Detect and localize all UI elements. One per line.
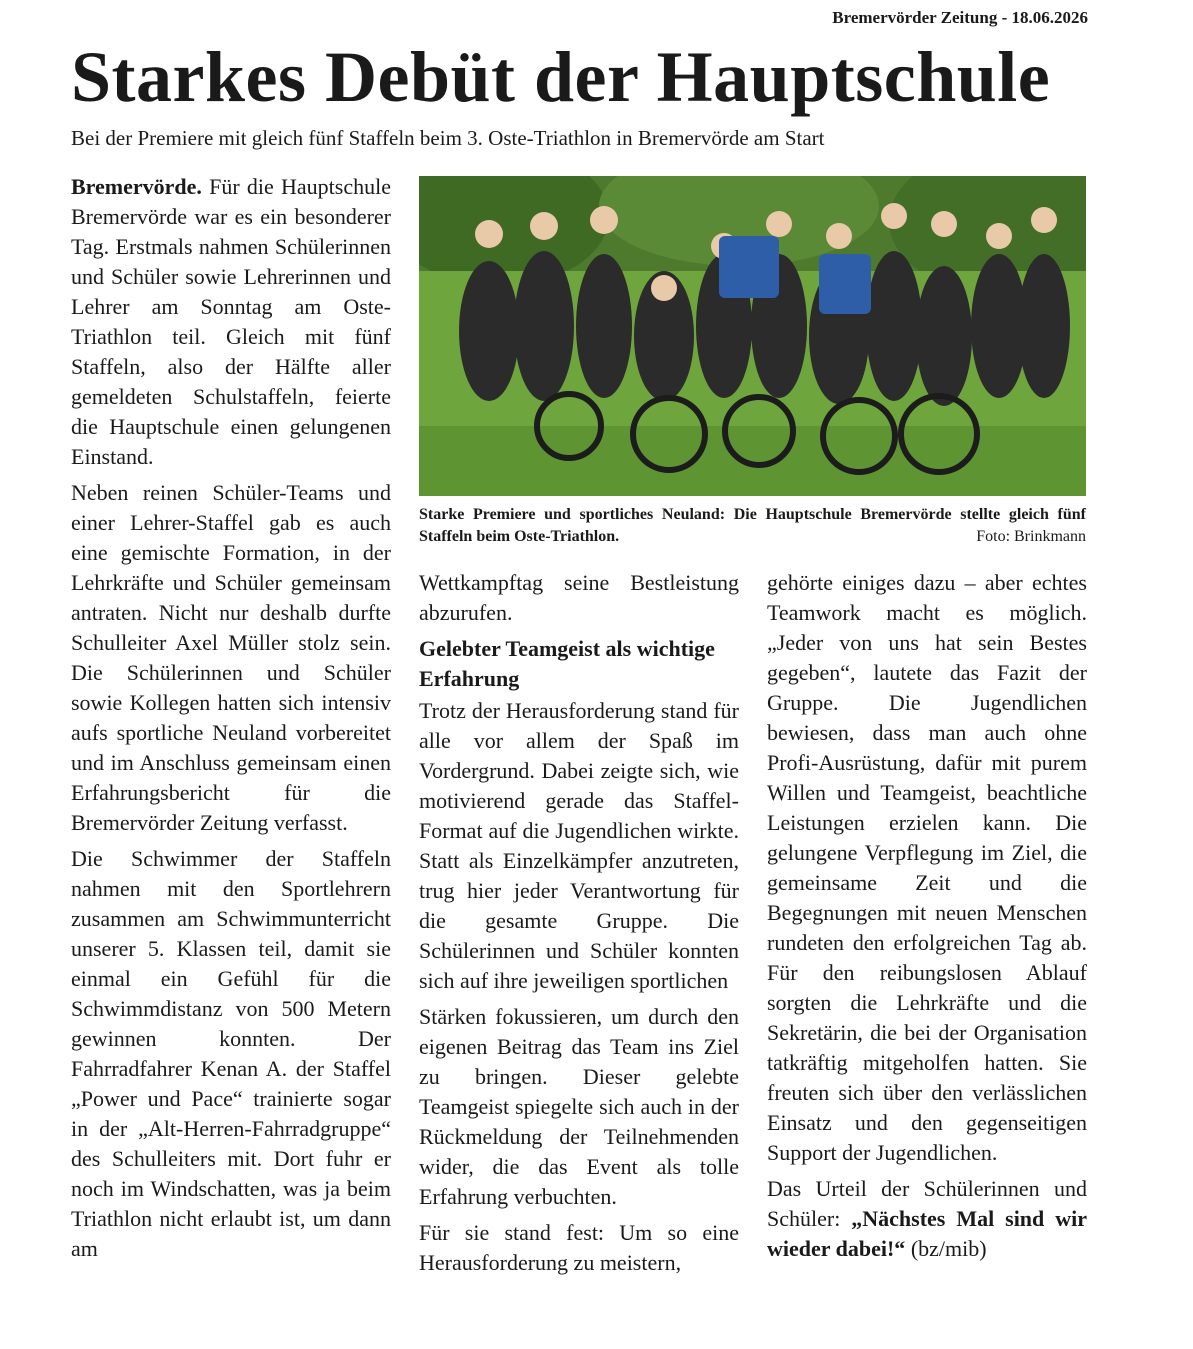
paragraph: Stärken fokussieren, um durch den eigenen Beitrag das Team ins Ziel zu bringen. Dieser gelebte Teamgeist spiegelte sich auch in der Rückmeldung der Teilnehmenden wider, die das Event als tolle Erfahrung verbuchten. xyxy=(419,1004,739,1209)
paragraph: Die Schwimmer der Staffeln nahmen mit den Sportlehrern zusammen am Schwimmunterricht unserer 5. Klassen teil, damit sie einmal ein Gefühl für die Schwimmdistanz von 500 Metern gewinnen konnten. Der Fahrradfahrer Kenan A. der Staffel „Power und Pace“ trainierte sogar in der „Alt-Herren-Fahrradgruppe“ des Schulleiters mit. Dort fuhr er noch im Windschatten, was ja beim Triathlon nicht erlaubt ist, um dann am xyxy=(71,846,391,1261)
paragraph xyxy=(767,1174,1087,1264)
paragraph-text: Für die Hauptschule Bremervörde war es ein besonderer Tag. Erstmals nahmen Schülerinnen und Schüler sowie Lehrerinnen und Lehrer am Sonntag am Oste-Triathlon teil. Gleich mit fünf Staffeln, also der Hälfte aller gemeldeten Schulstaffeln, feierte die Hauptschule einen gelungenen Einstand. xyxy=(71,174,391,469)
team-photo xyxy=(419,176,1086,496)
headline: Starkes Debüt der Hauptschule xyxy=(71,37,1051,117)
paragraph: Neben reinen Schüler-Teams und einer Lehrer-Staffel gab es auch eine gemischte Formation, in der Lehrkräfte und Schüler gemeinsam antraten. Nicht nur deshalb durfte Schulleiter Axel Müller stolz sein. Die Schülerinnen und Schüler sowie Kollegen hatten sich intensiv aufs sportliche Neuland vorbereitet und im Anschluss gemeinsam einen Erfahrungsbericht für die Bremervörder Zeitung verfasst. xyxy=(71,480,391,835)
paragraph: gehörte einiges dazu – aber echtes Teamwork macht es möglich. „Jeder von uns hat sein Bestes gegeben“, lautete das Fazit der Gruppe. Die Jugendlichen bewiesen, dass man auch ohne Profi-Ausrüstung, dafür mit purem Willen und Teamgeist, beachtliche Leistungen erzielen kann. Die gelungene Verpflegung im Ziel, die gemeinsame Zeit und die Begegnungen mit neuen Menschen rundeten den erfolgreichen Tag ab. Für den reibungslosen Ablauf sorgten die Lehrkräfte und die Sekretärin, die bei der Organisation tatkräftig mitgeholfen hatten. Sie freuten sich über den verlässlichen Einsatz und den gegenseitigen Support der Jugendlichen. xyxy=(767,570,1087,1165)
closing-quote: „Nächstes Mal sind wir wieder dabei!“ xyxy=(767,1206,1087,1261)
article-column-2 xyxy=(419,568,739,1284)
article-column-1 xyxy=(71,172,391,1270)
article-column-3 xyxy=(767,568,1087,1270)
paragraph: Wettkampftag seine Bestleistung abzurufen. xyxy=(419,570,739,625)
dateline: Bremervörde. xyxy=(71,174,202,199)
caption-text: Starke Premiere und sportliches Neuland: Die Hauptschule Bremervörde stellte gleich fünf Staffeln beim Oste-Triathlon. xyxy=(419,506,1086,545)
paragraph-text: Das Urteil der Schülerinnen und Schüler: xyxy=(767,1176,1087,1231)
author-initials: (bz/mib) xyxy=(905,1236,987,1261)
section-heading: Gelebter Teamgeist als wichtige Erfahrung xyxy=(419,636,715,691)
team-photo-illustration xyxy=(419,176,1086,496)
paragraph: Trotz der Herausforderung stand für alle vor allem der Spaß im Vordergrund. Dabei zeigte sich, wie motivierend gerade das Staffel-Format auf die Jugendlichen wirkte. Statt als Einzelkämpfer anzutreten, trug hier jeder Verantwortung für die gesamte Gruppe. Die Schülerinnen und Schüler konnten sich auf ihre jeweiligen sportlichen xyxy=(419,698,739,993)
photo-credit: Foto: Brinkmann xyxy=(976,528,1086,545)
paragraph: Für sie stand fest: Um so eine Herausforderung zu meistern, xyxy=(419,1220,739,1275)
paragraph xyxy=(71,172,391,472)
masthead: Bremervörder Zeitung - 18.06.2026 xyxy=(832,8,1088,27)
subheadline: Bei der Premiere mit gleich fünf Staffeln beim 3. Oste-Triathlon in Bremervörde am Start xyxy=(71,126,825,150)
